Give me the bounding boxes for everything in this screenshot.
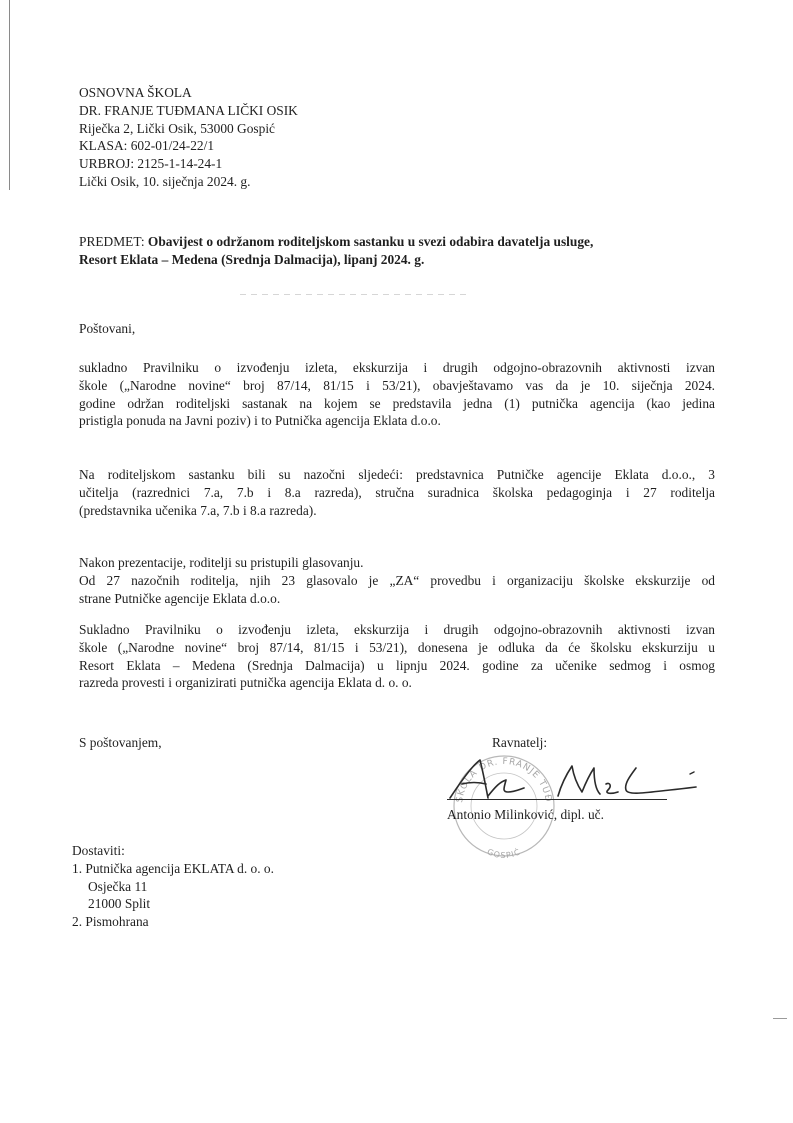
stamp-text-bottom: GOSPIĆ: [485, 847, 523, 860]
scan-edge-line: [9, 0, 10, 190]
stamp-text-top: KOLA DR. FRANJE TU: [456, 756, 552, 798]
paragraph-line: Resort Eklata – Medena (Srednja Dalmacija) u lipnju 2024. godine za učenike sedmog i osmog: [79, 657, 715, 673]
scan-edge-mark: [773, 1018, 787, 1019]
paragraph-line: učitelja (razrednici 7.a, 7.b i 8.a razreda), stručna suradnica školska pedagoginja i 27 roditelja: [79, 484, 715, 500]
paragraph-line: škole („Narodne novine“ broj 87/14, 81/15 i 53/21), donesena je odluka da će školsku ekskurziju u: [79, 639, 715, 655]
paragraph-line: Nakon prezentacije, roditelji su pristupili glasovanju.: [79, 555, 364, 570]
greeting: Poštovani,: [79, 321, 136, 336]
distribution-item-city: 21000 Split: [88, 896, 151, 912]
distribution-list: [72, 842, 274, 931]
distribution-item: 1. Putnička agencija EKLATA d. o. o.: [72, 860, 274, 876]
distribution-heading: Dostaviti:: [72, 843, 125, 858]
distribution-item: 2. Pismohrana: [72, 914, 149, 930]
letter-subject: [79, 233, 719, 269]
paragraph-3: [79, 554, 715, 607]
school-address: Riječka 2, Lički Osik, 53000 Gospić: [79, 120, 275, 136]
scan-smudge: [240, 294, 470, 295]
paragraph-line: (predstavnika učenika 7.a, 7.b i 8.a razreda).: [79, 502, 317, 518]
paragraph-line: Od 27 nazočnih roditelja, njih 23 glasovalo je „ZA“ provedbu i organizaciju školske ekskurzije od: [79, 572, 715, 588]
closing-salutation: S poštovanjem,: [79, 735, 162, 750]
letter-header: [79, 84, 298, 191]
subject-label: PREDMET:: [79, 234, 145, 249]
urbroj-number: URBROJ: 2125-1-14-24-1: [79, 156, 223, 172]
paragraph-line: godine održan roditeljski sastanak na kojem se predstavila jedna (1) putnička agencija (kao jedina: [79, 395, 715, 411]
paragraph-line: razreda provesti i organizirati putnička agencija Eklata d. o. o.: [79, 675, 412, 691]
paragraph-1: [79, 359, 715, 430]
letter-date: Lički Osik, 10. siječnja 2024. g.: [79, 173, 251, 189]
paragraph-line: Sukladno Pravilniku o izvođenju izleta, ekskurzija i drugih odgojno-obrazovnih aktivnosti izvan: [79, 622, 715, 637]
director-title: Ravnatelj:: [492, 735, 548, 750]
paragraph-2: [79, 466, 715, 519]
distribution-item-street: Osječka 11: [88, 878, 148, 894]
subject-text-line2: Resort Eklata – Medena (Srednja Dalmacija), lipanj 2024. g.: [79, 251, 425, 267]
director-name: Antonio Milinković, dipl. uč.: [447, 807, 604, 822]
signature-line: [447, 799, 667, 800]
paragraph-line: pristigla ponuda na Javni poziv) i to Putnička agencija Eklata d.o.o.: [79, 413, 441, 429]
paragraph-line: strane Putničke agencije Eklata d.o.o.: [79, 590, 281, 606]
paragraph-line: Na roditeljskom sastanku bili su nazočni sljedeći: predstavnica Putničke agencije Eklata d.o.o., 3: [79, 467, 715, 482]
school-full-name: DR. FRANJE TUĐMANA LIČKI OSIK: [79, 102, 298, 118]
school-name: OSNOVNA ŠKOLA: [79, 85, 192, 100]
subject-text-line1: Obavijest o održanom roditeljskom sastanku u svezi odabira davatelja usluge,: [147, 234, 594, 249]
paragraph-line: sukladno Pravilniku o izvođenju izleta, ekskurzija i drugih odgojno-obrazovnih aktivnosti izvan: [79, 360, 715, 375]
klasa-number: KLASA: 602-01/24-22/1: [79, 138, 215, 154]
paragraph-line: škole („Narodne novine“ broj 87/14, 81/15 i 53/21), obavještavamo vas da je 10. siječnja 2024.: [79, 377, 715, 393]
paragraph-4: [79, 621, 715, 692]
